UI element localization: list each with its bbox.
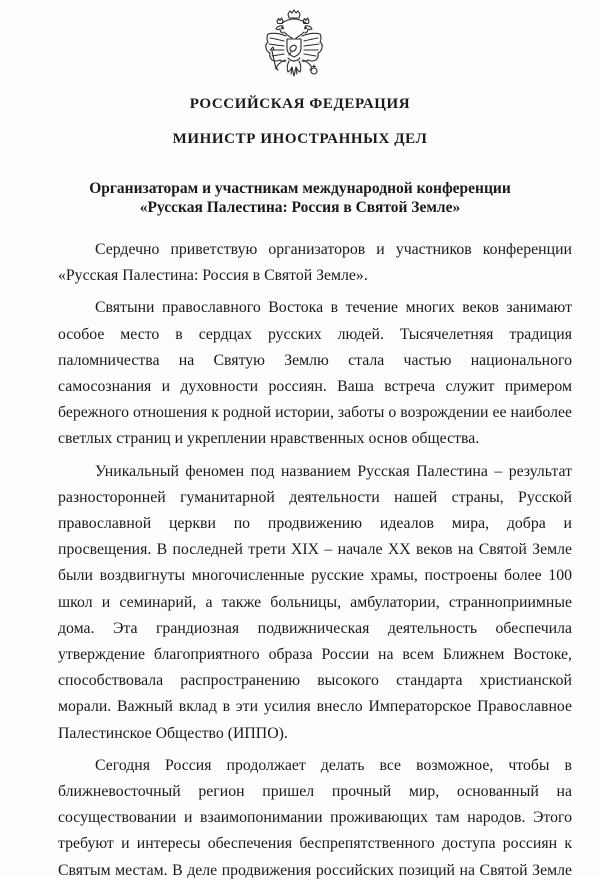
body-paragraph-1: Сердечно приветствую организаторов и участников конференции «Русская Палестина: Россия в Святой Земле». bbox=[58, 241, 572, 285]
body-paragraph-2: Святыни православного Востока в течение многих веков занимают особое место в сердцах русских людей. Тысячелетняя традиция паломничества на Святую Землю стала частью национального самосознания и духовности россиян. Ваша встреча служит примером бережного отношения к родной истории, заботы о возрождении ее наиболее светлых страниц и укреплении нравственных основ общества. bbox=[58, 299, 572, 448]
body-paragraph-4: Сегодня Россия продолжает делать все возможное, чтобы в ближневосточный регион пришел прочный мир, основанный на сосуществовании и взаимопонимании проживающих там народов. Этого требуют и интересы обеспечения беспрепятственного доступа россиян к Святым местам. В деле продвижения российских позиций на Святой Земле bbox=[58, 756, 572, 879]
body-paragraph-3: Уникальный феномен под названием Русская Палестина – результат разносторонней гуманитарной деятельности нашей страны, Русской православной церкви по продвижению идеалов мира, добра и просвещения. В последней трети XIX – начале XX веков на Святой Земле были воздвигнуты многочисленные русские храмы, построены более 100 школ и семинарий, а также больницы, амбулатории, странноприимные дома. Эта грандиозная подвижническая деятельность обеспечила утверждение благоприятного образа России на всем Ближнем Востоке, способствовала распространению высокого стандарта христианской морали. Важный вклад в эти усилия внесло Императорское Православное Палестинское Общество (ИППО). bbox=[58, 462, 572, 742]
addressee-line-2: «Русская Палестина: Россия в Святой Земле» bbox=[139, 199, 461, 216]
country-heading: РОССИЙСКАЯ ФЕДЕРАЦИЯ bbox=[189, 96, 411, 112]
addressee-line-1: Организаторам и участникам международной конференции bbox=[89, 180, 511, 197]
letter-body bbox=[58, 237, 572, 884]
coat-of-arms-icon bbox=[258, 8, 330, 84]
addressee-block bbox=[0, 179, 600, 217]
office-heading: МИНИСТР ИНОСТРАННЫХ ДЕЛ bbox=[172, 131, 428, 147]
